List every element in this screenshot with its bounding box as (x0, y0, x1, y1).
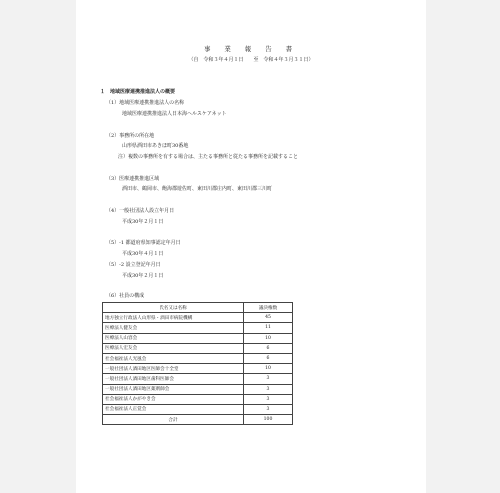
table-row (103, 404, 293, 414)
member-votes: 3 (244, 394, 293, 404)
section-heading: １ 地域医療連携推進法人の概要 (100, 89, 176, 95)
total-label: 合計 (103, 415, 244, 425)
registration-value: 平成30年２月１日 (122, 273, 164, 279)
member-name: 一般社団法人酒田地区医師会十全堂 (103, 364, 244, 374)
member-name: 地方独立行政法人山形県・酒田市病院機構 (103, 313, 244, 323)
member-votes: 3 (244, 374, 293, 384)
table-header-row (103, 303, 293, 313)
member-name: 社会福祉法人光風会 (103, 353, 244, 363)
table-row (103, 394, 293, 404)
document-title: 事 業 報 告 書 (203, 45, 299, 53)
registration-heading: （5）-2 設立登記年月日 (106, 262, 161, 268)
member-votes: 45 (244, 313, 293, 323)
document-page (76, 0, 426, 493)
member-name: 社会福祉法人正覚会 (103, 404, 244, 414)
table-row (103, 323, 293, 333)
area-value: 酒田市、鶴岡市、飽海郡遊佐町、東田川郡庄内町、東田川郡三川町 (122, 186, 273, 192)
table-row (103, 374, 293, 384)
report-period: （自 令和３年４月１日 至 令和４年３月３１日） (188, 57, 314, 63)
member-votes: 11 (244, 323, 293, 333)
member-name: 一般社団法人酒田地区薬剤師会 (103, 384, 244, 394)
member-name: 医療法人山容会 (103, 333, 244, 343)
total-votes: 100 (244, 415, 293, 425)
member-votes: 3 (244, 404, 293, 414)
table-total-row (103, 415, 293, 425)
area-heading: （3）医療連携推進区域 (106, 176, 160, 182)
table-row (103, 343, 293, 353)
table-row (103, 364, 293, 374)
member-name: 医療法人健友会 (103, 323, 244, 333)
members-table (102, 302, 293, 425)
table-row (103, 353, 293, 363)
member-name: 一般社団法人酒田地区歯科医師会 (103, 374, 244, 384)
table-row (103, 384, 293, 394)
member-votes: 6 (244, 353, 293, 363)
office-value: 山形県酒田市あきほ町30番地 (122, 143, 189, 149)
name-value: 地域医療連携推進法人日本海ヘルスケアネット (122, 111, 227, 117)
founded-heading: （4）一般社団法人設立年月日 (106, 208, 175, 214)
table-row (103, 313, 293, 323)
member-votes: 10 (244, 364, 293, 374)
column-header-votes: 議決権数 (244, 303, 293, 313)
table-row (103, 333, 293, 343)
approval-value: 平成30年４月１日 (122, 251, 164, 257)
approval-heading: （5）-1 都道府県知事認定年月日 (106, 240, 181, 246)
members-heading: （6）社員の構成 (106, 293, 145, 299)
column-header-name: 氏名又は名称 (103, 303, 244, 313)
member-name: 医療法人宏友会 (103, 343, 244, 353)
member-votes: 3 (244, 384, 293, 394)
member-name: 社会福祉法人かがやき会 (103, 394, 244, 404)
name-heading: （1）地域医療連携推進法人の名称 (106, 100, 185, 106)
office-heading: （2）事務所の所在地 (106, 133, 155, 139)
member-votes: 10 (244, 333, 293, 343)
founded-value: 平成30年２月１日 (122, 219, 164, 225)
office-note: 注）複数の事務所を有する場合は、主たる事務所と従たる事務所を記載すること (118, 154, 299, 160)
member-votes: 6 (244, 343, 293, 353)
